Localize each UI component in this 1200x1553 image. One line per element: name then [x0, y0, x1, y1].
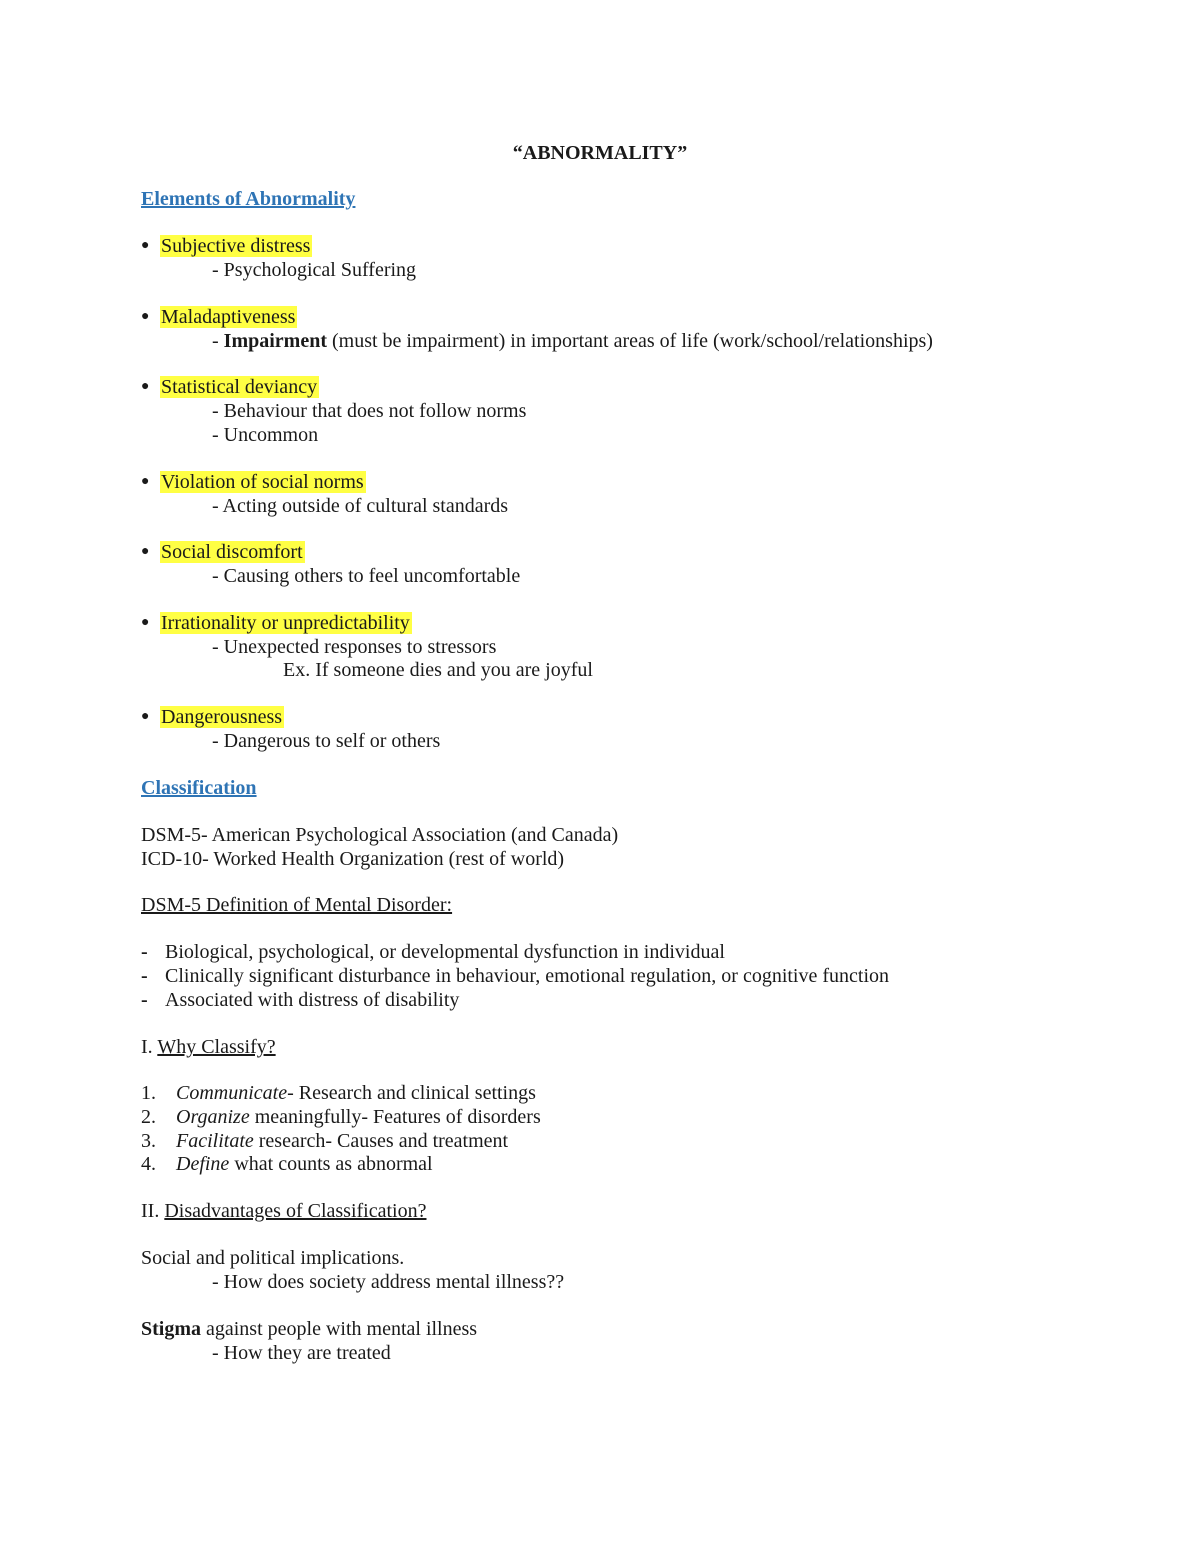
why-item: Facilitate research- Causes and treatment	[176, 1130, 509, 1152]
list-number: 4.	[141, 1153, 156, 1175]
why-item: Communicate- Research and clinical settings	[176, 1082, 536, 1104]
dsm-definition-heading: DSM-5 Definition of Mental Disorder:	[141, 894, 453, 916]
dash-marker: -	[141, 941, 148, 963]
element-detail: - Uncommon	[212, 424, 319, 446]
social-line: Social and political implications.	[141, 1247, 405, 1269]
classification-heading: Classification	[141, 777, 257, 799]
classification-line: ICD-10- Worked Health Organization (rest of world)	[141, 848, 565, 870]
element-detail: - Unexpected responses to stressors	[212, 636, 497, 658]
list-number: 3.	[141, 1130, 156, 1152]
bullet-icon: ●	[141, 474, 150, 489]
element-label: Social discomfort	[161, 541, 303, 563]
element-example: Ex. If someone dies and you are joyful	[283, 659, 593, 681]
disadvantages-heading: II. Disadvantages of Classification?	[141, 1200, 427, 1222]
element-label: Subjective distress	[161, 235, 311, 257]
why-item: Define what counts as abnormal	[176, 1153, 433, 1175]
dash-marker: -	[141, 965, 148, 987]
bullet-icon: ●	[141, 544, 150, 559]
element-label: Statistical deviancy	[161, 376, 318, 398]
stigma-sub: - How they are treated	[212, 1342, 391, 1364]
element-label: Violation of social norms	[161, 471, 364, 493]
stigma-line: Stigma against people with mental illness	[141, 1318, 478, 1340]
element-label: Maladaptiveness	[161, 306, 296, 328]
element-detail: - Impairment (must be impairment) in important areas of life (work/school/relationships)	[212, 330, 933, 352]
element-detail: - Dangerous to self or others	[212, 730, 441, 752]
element-detail: - Psychological Suffering	[212, 259, 417, 281]
social-sub: - How does society address mental illness??	[212, 1271, 565, 1293]
element-detail: - Causing others to feel uncomfortable	[212, 565, 521, 587]
why-classify-heading: I. Why Classify?	[141, 1036, 276, 1058]
bullet-icon: ●	[141, 238, 150, 253]
element-label: Dangerousness	[161, 706, 283, 728]
element-detail: - Behaviour that does not follow norms	[212, 400, 527, 422]
element-label: Irrationality or unpredictability	[161, 612, 410, 634]
bullet-icon: ●	[141, 309, 150, 324]
bullet-icon: ●	[141, 379, 150, 394]
dsm-definition-item: Associated with distress of disability	[165, 989, 460, 1011]
why-item: Organize meaningfully- Features of disorders	[176, 1106, 541, 1128]
element-detail: - Acting outside of cultural standards	[212, 495, 509, 517]
dash-marker: -	[141, 989, 148, 1011]
dsm-definition-item: Clinically significant disturbance in behaviour, emotional regulation, or cognitive function	[165, 965, 890, 987]
bullet-icon: ●	[141, 615, 150, 630]
list-number: 2.	[141, 1106, 156, 1128]
document-title: “ABNORMALITY”	[512, 142, 688, 164]
dsm-definition-item: Biological, psychological, or developmental dysfunction in individual	[165, 941, 725, 963]
list-number: 1.	[141, 1082, 156, 1104]
elements-heading: Elements of Abnormality	[141, 188, 356, 210]
classification-line: DSM-5- American Psychological Association (and Canada)	[141, 824, 619, 846]
bullet-icon: ●	[141, 709, 150, 724]
